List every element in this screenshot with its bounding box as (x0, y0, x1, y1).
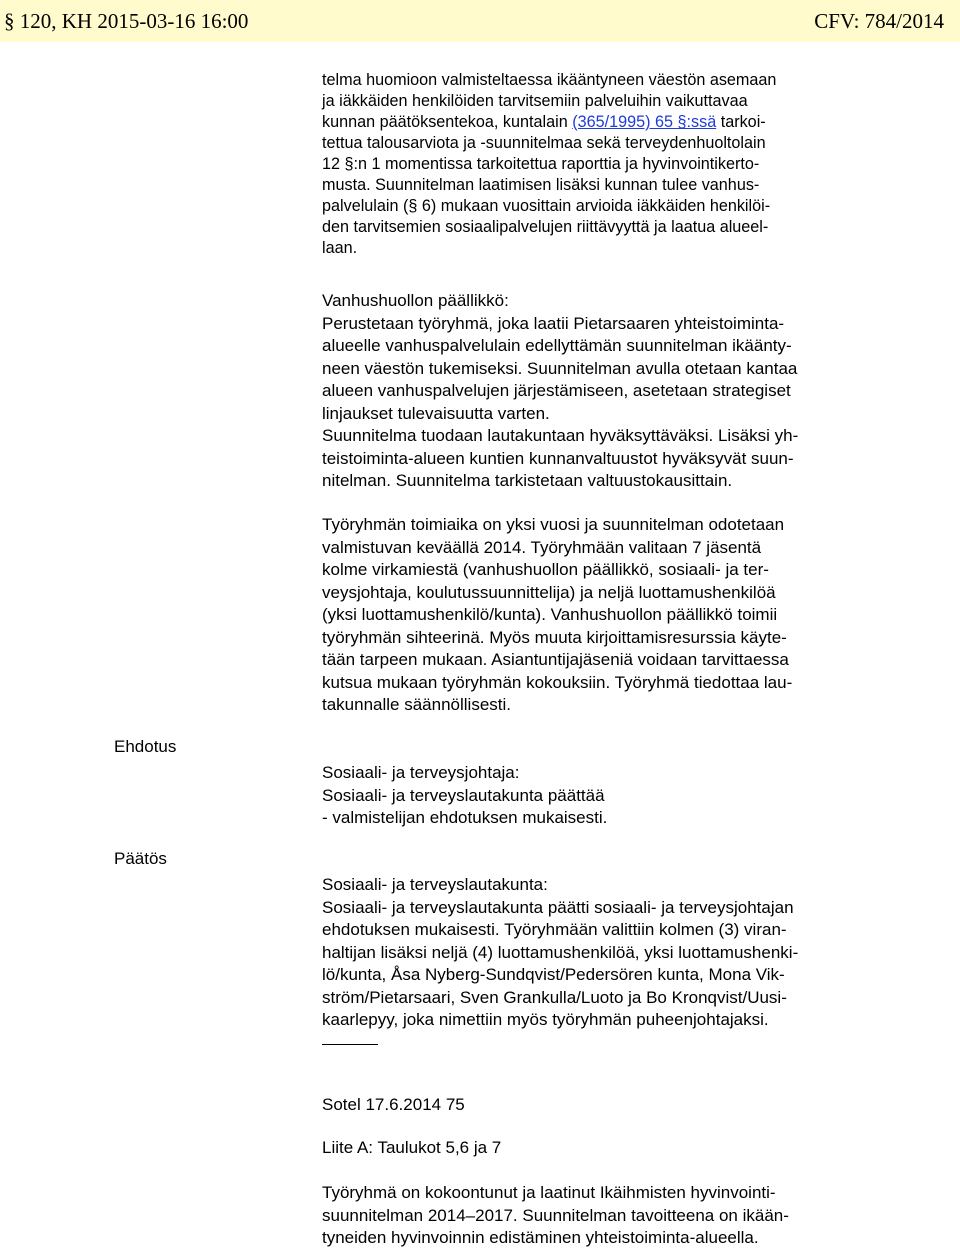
label-ehdotus: Ehdotus (114, 737, 177, 756)
text-line: linjaukset tulevaisuutta varten. (322, 403, 550, 423)
text-line: neen väestön tukemiseksi. Suunnitelman avulla otetaan kantaa (322, 358, 798, 378)
text-line: Sosiaali- ja terveyslautakunta: (322, 875, 548, 894)
text-line: kaarlepyy, joka nimettiin myös työryhmän puheenjohtajaksi. (322, 1010, 769, 1029)
text-line: den tarvitsemien sosiaalipalvelujen riittävyyttä ja laatua alueel- (322, 218, 769, 236)
text-line: Työryhmän toimiaika on yksi vuosi ja suunnitelman odotetaan (322, 515, 785, 534)
text-line: työryhmän sihteerinä. Myös muuta kirjoittamisresurssia käyte- (322, 627, 787, 647)
paragraph-intro (322, 70, 922, 259)
text-line: takunnalle säännöllisesti. (322, 695, 512, 714)
text-line: (yksi luottamushenkilö/kunta). Vanhushuollon päällikkö toimii (322, 605, 778, 624)
text-line: lö/kunta, Åsa Nyberg-Sundqvist/Pedersören kunta, Mona Vik- (322, 965, 785, 984)
text-line (322, 112, 922, 133)
document-header (0, 0, 960, 42)
header-case-number: CFV: 784/2014 (814, 9, 944, 33)
text-line: veysjohtaja, koulutussuunnittelija) ja neljä luottamushenkilöä (322, 582, 776, 602)
text-line: teistoiminta-alueen kuntien kunnanvaltuustot hyväksyvät suun- (322, 448, 794, 468)
text-line: kolme virkamiestä (vanhushuollon päällikkö, sosiaali- ja ter- (322, 560, 769, 579)
text-line: tettua talousarviota ja -suunnitelmaa sekä terveydenhuoltolain (322, 134, 766, 152)
text-line: ja iäkkäiden henkilöiden tarvitsemiin palveluihin vaikuttavaa (322, 92, 748, 110)
attachment-reference: Liite A: Taulukot 5,6 ja 7 (322, 1138, 502, 1157)
paragraph-proposal (322, 762, 922, 830)
text-line: valmistuvan keväällä 2014. Työryhmään valitaan 7 jäsentä (322, 537, 762, 557)
text-line: 12 §:n 1 momentissa tarkoitettua raporttia ja hyvinvointikerto- (322, 155, 760, 173)
text-line: musta. Suunnitelman laatimisen lisäksi kunnan tulee vanhus- (322, 176, 760, 194)
paragraph-decision (322, 874, 922, 1032)
header-section-date: § 120, KH 2015-03-16 16:00 (4, 9, 249, 33)
text-line: laan. (322, 239, 358, 257)
separator-line (322, 1044, 378, 1045)
text-line: ström/Pietarsaari, Sven Grankulla/Luoto ja Bo Kronqvist/Uusi- (322, 987, 787, 1007)
text-line: - valmistelijan ehdotuksen mukaisesti. (322, 808, 608, 827)
text-line: haltijan lisäksi neljä (4) luottamushenkilöä, yksi luottamushenki- (322, 942, 799, 962)
text-line: palvelulain (§ 6) mukaan vuosittain arvioida iäkkäiden henkilöi- (322, 197, 771, 215)
text-fragment: tarkoi- (716, 113, 766, 131)
label-paatos: Päätös (114, 849, 167, 868)
law-reference-link[interactable]: (365/1995) 65 §:ssä (572, 113, 717, 131)
text-fragment: kunnan päätöksentekoa, kuntalain (322, 113, 573, 131)
text-line: Sosiaali- ja terveyslautakunta päätti sosiaali- ja terveysjohtajan (322, 897, 794, 917)
text-line: tään tarpeen mukaan. Asiantuntijajäseniä voidaan tarvittaessa (322, 650, 789, 669)
sotel-reference: Sotel 17.6.2014 75 (322, 1095, 465, 1114)
text-line: ehdotuksen mukaisesti. Työryhmään valittiin kolmen (3) viran- (322, 920, 787, 939)
paragraph-working-group (322, 514, 922, 717)
text-line: Perustetaan työryhmä, joka laatii Pietarsaaren yhteistoiminta- (322, 313, 785, 333)
paragraph-elderly-care-manager (322, 290, 922, 493)
text-line: Sosiaali- ja terveysjohtaja: (322, 763, 520, 782)
text-line: Työryhmä on kokoontunut ja laatinut Ikäihmisten hyvinvointi- (322, 1183, 776, 1202)
text-line: Suunnitelma tuodaan lautakuntaan hyväksyttäväksi. Lisäksi yh- (322, 426, 799, 445)
text-line: Sosiaali- ja terveyslautakunta päättää (322, 785, 605, 805)
paragraph-status (322, 1182, 922, 1250)
text-line: nitelman. Suunnitelma tarkistetaan valtuustokausittain. (322, 471, 733, 490)
text-line: Vanhushuollon päällikkö: (322, 291, 509, 310)
text-line: tyneiden hyvinvoinnin edistäminen yhteistoiminta-alueella. (322, 1228, 759, 1247)
text-line: alueen vanhuspalvelujen järjestämiseen, asetetaan strategiset (322, 381, 791, 400)
text-line: kutsua mukaan työryhmän kokouksiin. Työryhmä tiedottaa lau- (322, 672, 793, 692)
text-line: alueelle vanhuspalvelulain edellyttämän suunnitelman ikäänty- (322, 336, 792, 355)
text-line: suunnitelman 2014–2017. Suunnitelman tavoitteena on ikään- (322, 1205, 789, 1225)
text-line: telma huomioon valmisteltaessa ikääntyneen väestön asemaan (322, 71, 777, 89)
